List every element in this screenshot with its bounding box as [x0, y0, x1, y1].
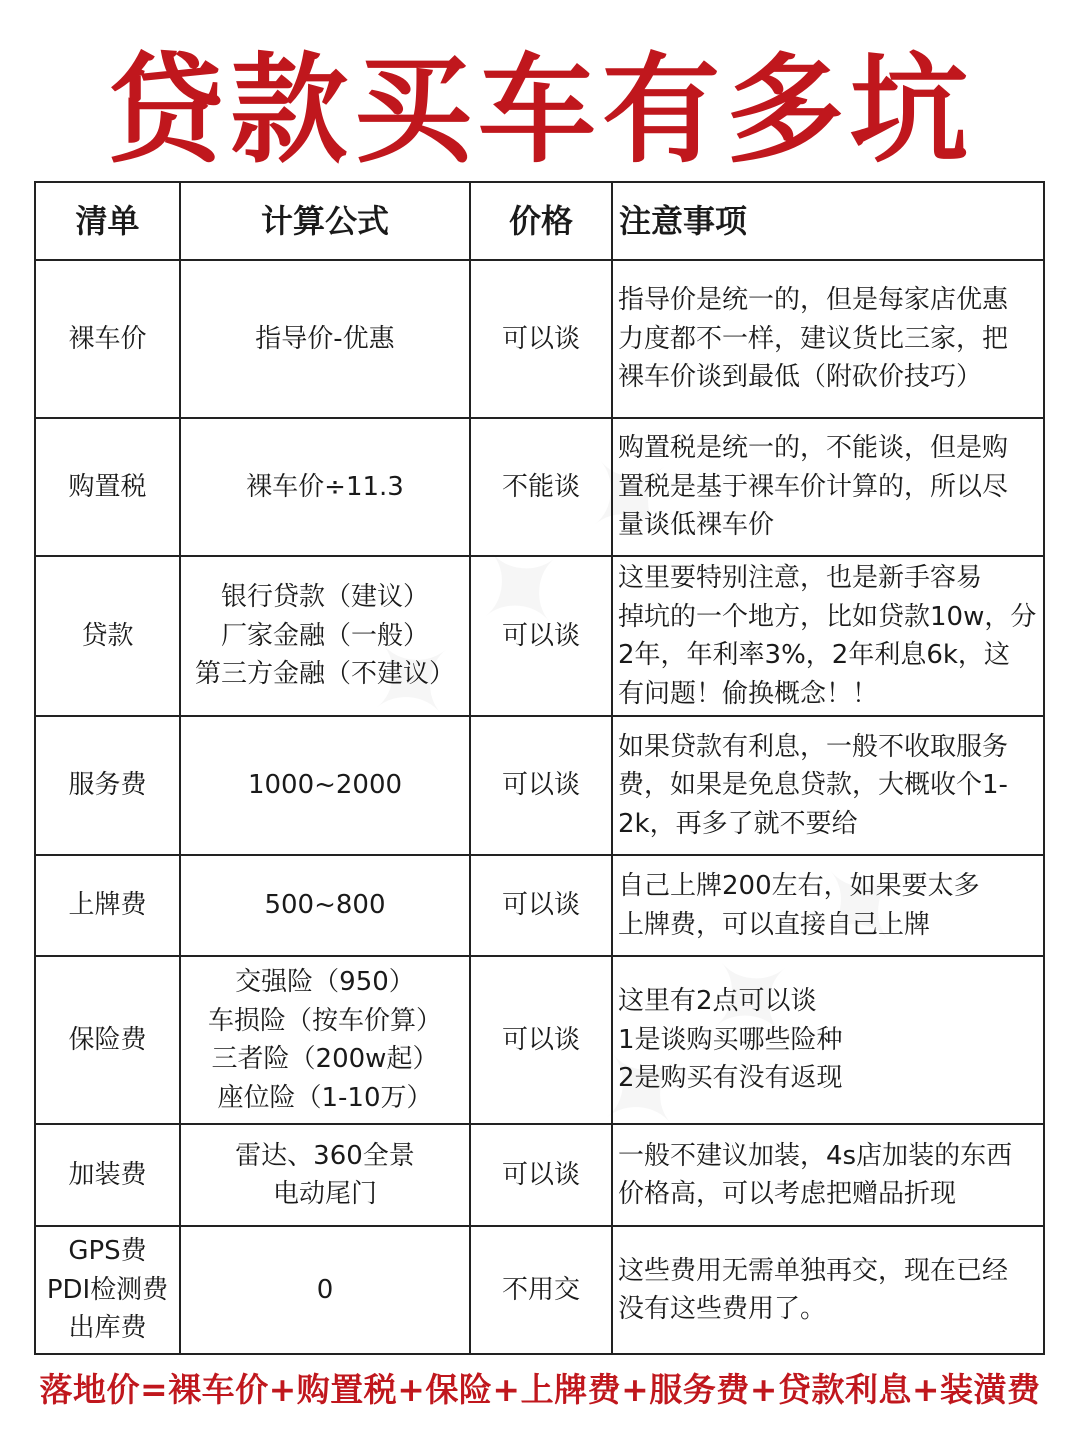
- cell-item-line: 购置税: [68, 471, 147, 502]
- header-item: 清单: [35, 182, 180, 260]
- landing-price-formula: 落地价=裸车价+购置税+保险+上牌费+服务费+贷款利息+装潢费: [39, 1370, 1041, 1409]
- cell-notes: [612, 418, 1044, 556]
- cell-formula-line: 裸车价÷11.3: [246, 471, 404, 502]
- cell-formula-line: 指导价-优惠: [255, 323, 395, 354]
- cell-item: [35, 1226, 180, 1354]
- cell-formula: [180, 716, 470, 855]
- table-row: [35, 556, 1044, 716]
- cell-price: 可以谈: [470, 716, 612, 855]
- cell-formula-line: 500~800: [264, 890, 386, 921]
- cell-item-line: 保险费: [68, 1024, 147, 1055]
- cell-notes-line: 2k，再多了就不要给: [618, 808, 858, 839]
- cell-notes-line: 力度都不一样，建议货比三家，把: [618, 323, 1009, 354]
- cell-item: [35, 1124, 180, 1226]
- cell-notes-line: 这里要特别注意，也是新手容易: [618, 563, 983, 593]
- cell-formula-line: 0: [316, 1274, 334, 1305]
- cell-price: 可以谈: [470, 956, 612, 1124]
- cell-notes-line: 量谈低裸车价: [618, 510, 775, 541]
- cell-item: [35, 418, 180, 556]
- table-row: [35, 956, 1044, 1124]
- cell-notes: [612, 260, 1044, 418]
- cell-formula: [180, 556, 470, 716]
- table-header-row: [35, 182, 1044, 260]
- cost-table: [34, 181, 1045, 1355]
- cell-notes-line: 1是谈购买哪些险种: [618, 1024, 843, 1055]
- cell-item-line: 服务费: [68, 770, 147, 801]
- cell-formula: [180, 1124, 470, 1226]
- cell-notes-line: 这些费用无需单独再交，现在已经: [618, 1255, 1009, 1286]
- table-row: [35, 855, 1044, 956]
- table-row: [35, 1124, 1044, 1226]
- cell-price: 不用交: [470, 1226, 612, 1354]
- cell-formula-line: 交强险（950）: [235, 967, 415, 997]
- cell-formula: [180, 260, 470, 418]
- cell-formula-line: 座位险（1-10万）: [217, 1082, 433, 1113]
- cell-notes-line: 2年，年利率3%，2年利息6k，这: [618, 640, 1010, 670]
- cell-notes-line: 有问题！偷换概念！！: [618, 678, 879, 709]
- cell-notes: [612, 1226, 1044, 1354]
- cell-item-line: 贷款: [81, 620, 134, 651]
- header-notes: 注意事项: [612, 182, 1044, 260]
- cell-notes: [612, 855, 1044, 956]
- header-formula: 计算公式: [180, 182, 470, 260]
- cell-item-line: 裸车价: [68, 323, 147, 354]
- header-price: 价格: [470, 182, 612, 260]
- cell-formula: [180, 956, 470, 1124]
- table-row: [35, 1226, 1044, 1354]
- cell-price: 可以谈: [470, 260, 612, 418]
- cell-formula-line: 银行贷款（建议）: [220, 582, 429, 613]
- page-title: 贷款买车有多坑: [105, 41, 974, 179]
- cell-formula-line: 1000~2000: [247, 770, 403, 801]
- cell-price: 不能谈: [470, 418, 612, 556]
- cell-item: [35, 956, 180, 1124]
- table-row: [35, 716, 1044, 855]
- cell-formula-line: 第三方金融（不建议）: [194, 659, 455, 690]
- cell-item-line: 加装费: [68, 1159, 147, 1190]
- cell-notes-line: 一般不建议加装，4s店加装的东西: [618, 1140, 1013, 1171]
- cell-formula: [180, 855, 470, 956]
- cell-item-line: 上牌费: [68, 890, 147, 921]
- cell-notes-line: 2是购买有没有返现: [618, 1063, 843, 1094]
- cell-notes: [612, 1124, 1044, 1226]
- cell-formula-line: 厂家金融（一般）: [220, 620, 429, 651]
- cell-notes-line: 掉坑的一个地方，比如贷款10w，分: [618, 601, 1037, 632]
- cell-notes-line: 自己上牌200左右，如果要太多: [618, 871, 980, 901]
- cell-price: 可以谈: [470, 556, 612, 716]
- cell-notes-line: 价格高，可以考虑把赠品折现: [618, 1179, 957, 1209]
- cell-formula: [180, 1226, 470, 1354]
- cell-notes-line: 这里有2点可以谈: [618, 986, 817, 1017]
- cell-notes: [612, 716, 1044, 855]
- cell-formula-line: 车损险（按车价算）: [207, 1005, 442, 1036]
- cell-item: [35, 855, 180, 956]
- cell-item-line: GPS费: [68, 1236, 147, 1267]
- cell-notes: [612, 956, 1044, 1124]
- cell-notes-line: 没有这些费用了。: [618, 1294, 827, 1324]
- cell-notes-line: 上牌费，可以直接自己上牌: [618, 909, 931, 940]
- cell-item-line: PDI检测费: [46, 1274, 169, 1305]
- table-row: [35, 418, 1044, 556]
- cell-notes-line: 裸车价谈到最低（附砍价技巧）: [618, 362, 983, 393]
- cell-notes-line: 如果贷款有利息，一般不收取服务: [618, 731, 1009, 762]
- cell-price: 可以谈: [470, 855, 612, 956]
- cell-notes-line: 指导价是统一的，但是每家店优惠: [618, 285, 1009, 316]
- cell-item: [35, 716, 180, 855]
- cell-item: [35, 556, 180, 716]
- cell-notes-line: 购置税是统一的，不能谈，但是购: [618, 433, 1009, 464]
- cell-formula-line: 三者险（200w起）: [211, 1044, 439, 1074]
- table-row: [35, 260, 1044, 418]
- cell-item: [35, 260, 180, 418]
- cell-formula: [180, 418, 470, 556]
- cell-notes-line: 费，如果是免息贷款，大概收个1-: [618, 770, 1008, 801]
- cell-formula-line: 雷达、360全景: [235, 1140, 415, 1171]
- cell-notes: [612, 556, 1044, 716]
- cell-notes-line: 置税是基于裸车价计算的，所以尽: [618, 471, 1009, 502]
- cell-price: 可以谈: [470, 1124, 612, 1226]
- cell-formula-line: 电动尾门: [272, 1179, 377, 1209]
- cell-item-line: 出库费: [68, 1313, 147, 1344]
